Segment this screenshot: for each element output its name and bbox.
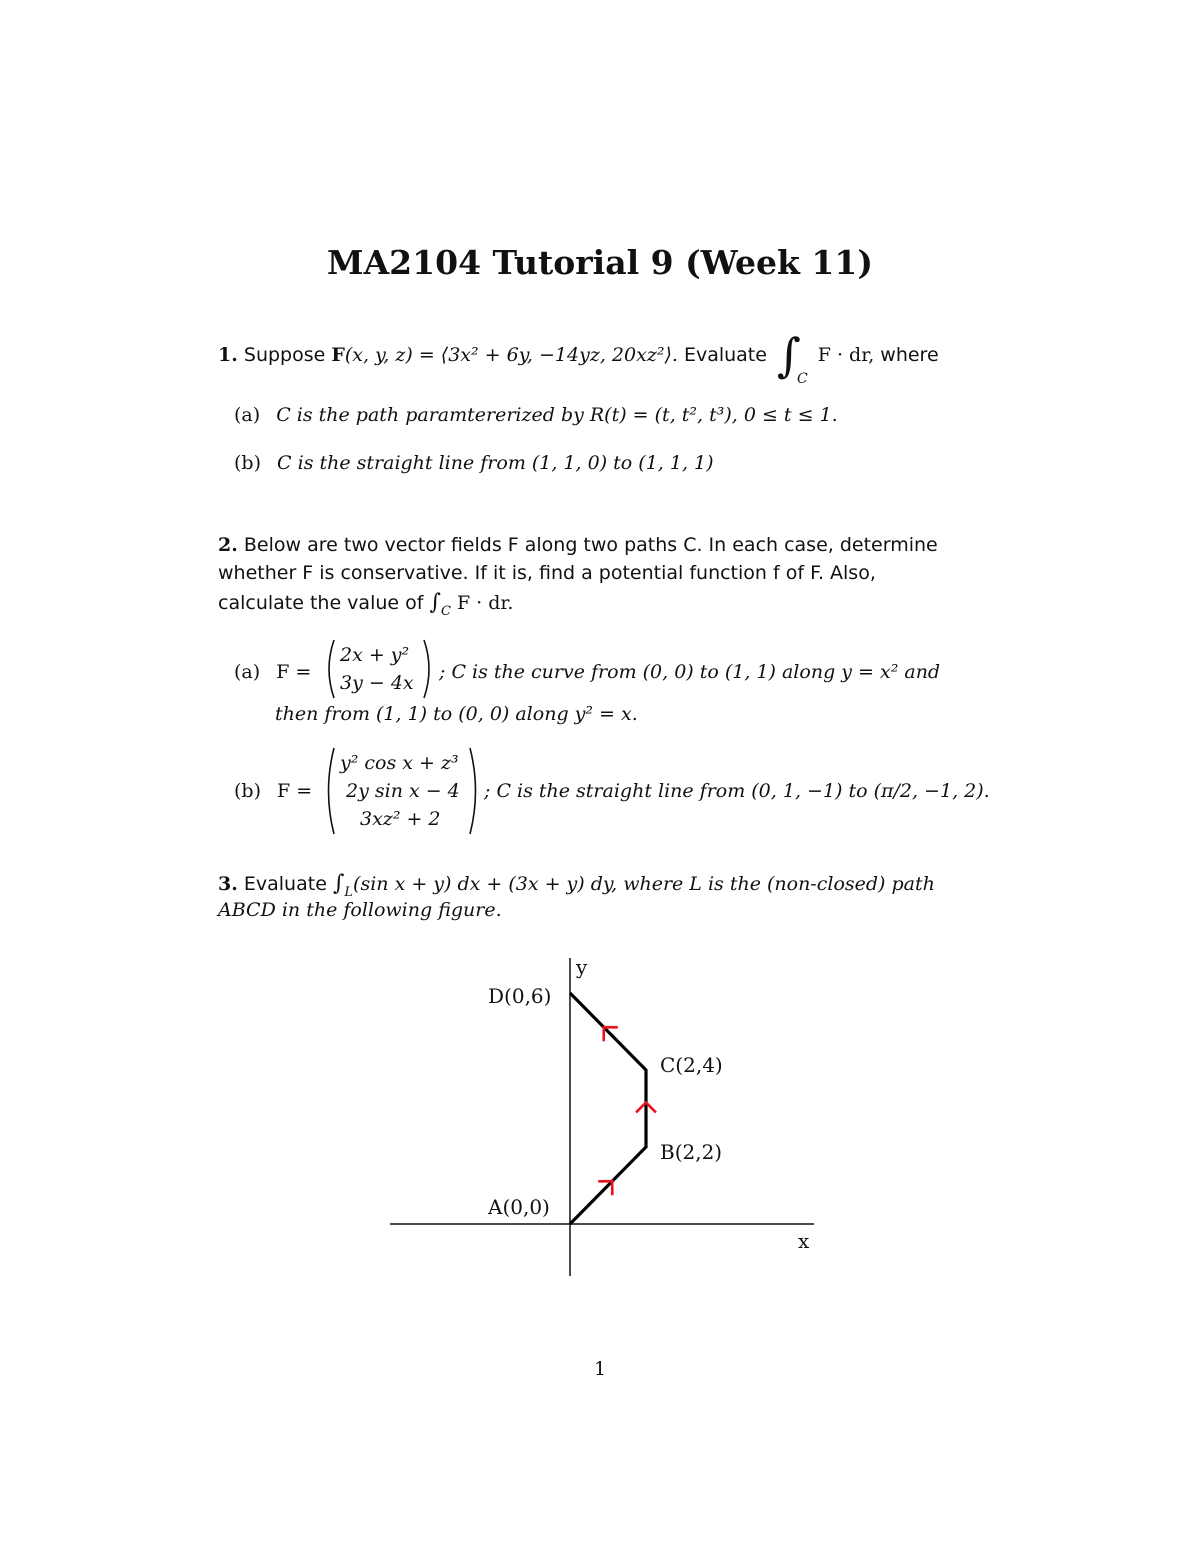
q2-b-row-3: 3xz² + 2 [360,808,441,830]
q1-where: where [880,344,939,366]
q2-a-row-2: 3y − 4x [340,672,414,694]
q2-line3-sub: C [440,604,451,619]
point-label: D(0,6) [488,984,552,1008]
right-paren-icon [468,746,482,836]
q2-b-text: ; C is the straight line from (0, 1, −1) to (π/2, −1, 2). [484,780,990,802]
q1-a-text: C is the path paramtererized by R(t) = (t, t², t³), 0 ≤ t ≤ 1. [276,404,838,426]
q2-line-1 [218,534,938,556]
y-axis-label: y [576,955,588,979]
q2-a-row-1: 2x + y² [340,644,410,666]
q3-number: 3. [218,873,238,895]
q1-part-b [234,452,714,474]
page-number: 1 [593,1358,607,1380]
q2-b-label-group [234,780,312,802]
q3-sub: L [344,885,354,900]
right-paren-icon [422,638,436,700]
q1-field-name: F [331,344,345,366]
q2-line-2: whether F is conservative. If it is, find a potential function f of F. Also, [218,562,876,584]
q1-b-label: (b) [234,452,261,474]
q2-a-label: (a) [234,661,261,683]
q1-part-a [234,404,838,426]
q1-field-args: (x, y, z) = ⟨3x² + 6y, −14yz, 20xz²⟩. [344,344,678,366]
q2-line3-post: F · dr. [456,592,514,614]
q1-statement [218,318,939,387]
q1-suppose: Suppose [243,344,326,366]
page-title: MA2104 Tutorial 9 (Week 11) [327,243,873,282]
q2-b-row-1: y² cos x + z³ [340,752,459,774]
point-label: B(2,2) [660,1140,723,1164]
q2-a-text: ; C is the curve from (0, 0) to (1, 1) along y = x² and [439,661,941,683]
q2-line-3 [218,590,514,619]
q2-b-label: (b) [234,780,261,802]
q1-integrand: F · dr, [817,344,875,366]
q2-a-matrix [322,638,440,700]
point-labels [487,984,723,1219]
q1-b-text: C is the straight line from (1, 1, 0) to (1, 1, 1) [277,452,714,474]
q3-line-1 [218,871,935,900]
q2-a-label-group [234,661,311,683]
q2-b-F: F = [277,780,313,802]
integral-symbol: ∫ [332,871,345,896]
point-label: A(0,0) [488,1195,550,1219]
path-figure [380,950,830,1280]
integral-symbol: ∫ [777,328,801,382]
point-label: C(2,4) [660,1053,723,1077]
q1-a-label: (a) [234,404,261,426]
integral-symbol: ∫ [429,590,441,615]
left-paren-icon [322,638,336,700]
q2-a-text-2: then from (1, 1) to (0, 0) along y² = x. [275,703,638,725]
q2-b-matrix [322,746,484,836]
q3-expr: (sin x + y) dx + (3x + y) dy, where L is the (non-closed) path [353,873,935,895]
x-axis-label: x [798,1229,810,1253]
q2-number: 2. [218,534,238,556]
q2-line3-pre: calculate the value of [218,592,424,614]
q2-b-row-2: 2y sin x − 4 [346,780,460,802]
q2-line1-text: Below are two vector fields F along two paths C. In each case, determine [243,534,938,556]
q1-evaluate: Evaluate [683,344,767,366]
q1-number: 1. [218,344,238,366]
q2-a-F: F = [276,661,312,683]
q1-integral-sub: C [796,371,808,387]
q3-evaluate: Evaluate [243,873,327,895]
left-paren-icon [322,746,336,836]
q3-line-2: ABCD in the following figure. [218,899,502,921]
